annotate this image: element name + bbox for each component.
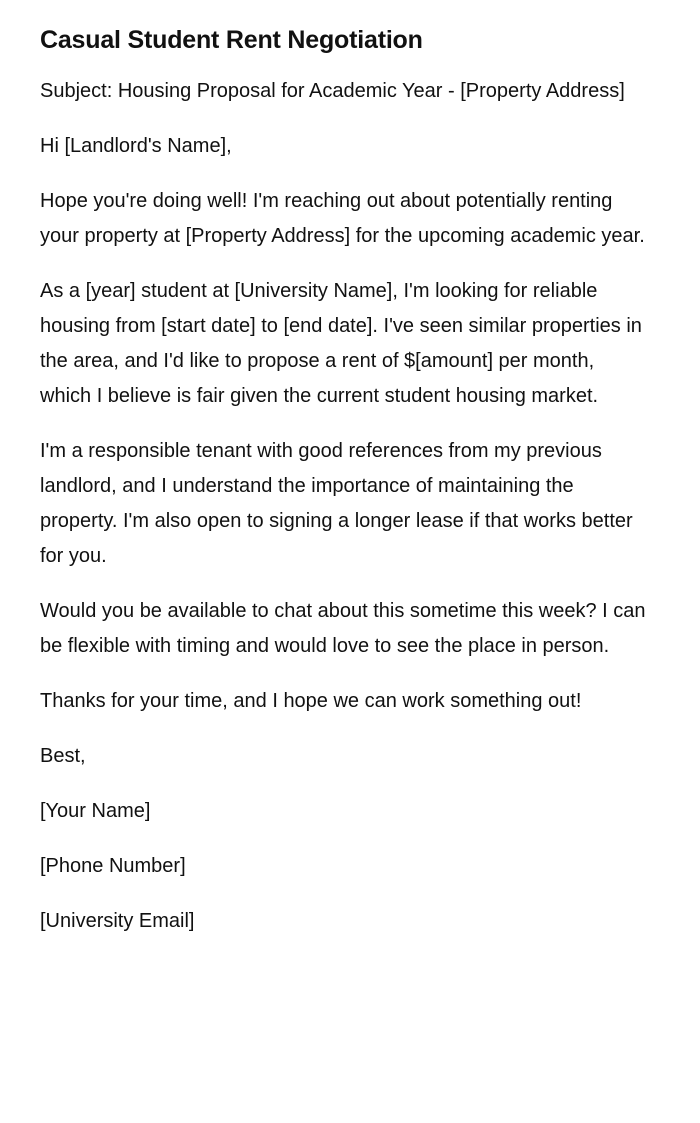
greeting: Hi [Landlord's Name],	[40, 135, 232, 157]
body-paragraph-intro: Hope you're doing well! I'm reaching out about potentially renting your property at [Property Address] for the upcoming academic year.	[40, 190, 645, 247]
document-title: Casual Student Rent Negotiation	[40, 26, 423, 54]
body-paragraph-references: I'm a responsible tenant with good references from my previous landlord, and I understand the importance of maintaining the property. I'm also open to signing a longer lease if that works better for you.	[40, 440, 633, 567]
body-paragraph-thanks: Thanks for your time, and I hope we can work something out!	[40, 690, 582, 712]
subject-line: Subject: Housing Proposal for Academic Year - [Property Address]	[40, 80, 625, 102]
body-paragraph-meeting: Would you be available to chat about this sometime this week? I can be flexible with timing and would love to see the place in person.	[40, 600, 646, 657]
letter-document	[40, 22, 650, 959]
closing: Best,	[40, 745, 86, 767]
signature-email: [University Email]	[40, 910, 195, 932]
body-paragraph-proposal: As a [year] student at [University Name], I'm looking for reliable housing from [start date] to [end date]. I've seen similar properties in the area, and I'd like to propose a rent of $[amount] per month, which I believe is fair given the current student housing market.	[40, 280, 642, 407]
signature-phone: [Phone Number]	[40, 855, 186, 877]
signature-name: [Your Name]	[40, 800, 151, 822]
